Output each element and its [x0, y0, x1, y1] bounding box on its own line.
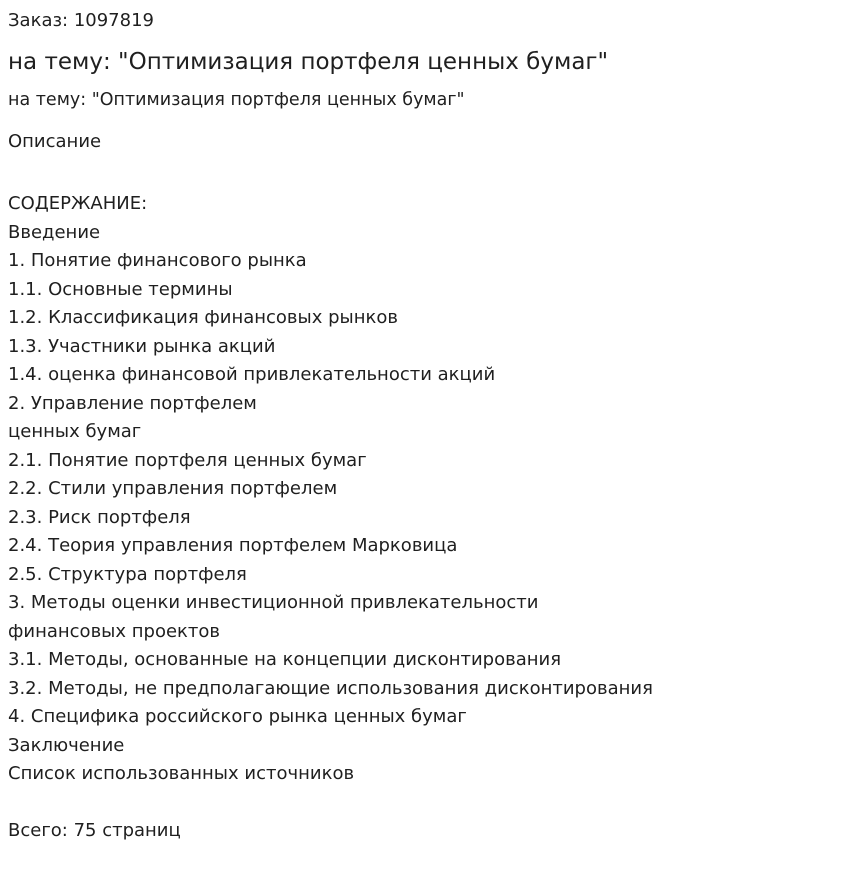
toc-item: 4. Специфика российского рынка ценных бумаг [8, 706, 467, 727]
toc-item: 1.3. Участники рынка акций [8, 335, 276, 357]
toc-item: 2.1. Понятие портфеля ценных бумаг [8, 449, 367, 471]
page-subtitle: на тему: "Оптимизация портфеля ценных бумаг" [8, 90, 465, 110]
page-count: Всего: 75 страниц [8, 820, 181, 841]
toc-item: 3.1. Методы, основанные на концепции дисконтирования [8, 649, 562, 670]
toc-item: 2.3. Риск портфеля [8, 506, 191, 528]
toc-item: 1.1. Основные термины [8, 278, 233, 300]
toc-item: 3.2. Методы, не предполагающие использования дисконтирования [8, 677, 653, 699]
toc-item: Список использованных источников [8, 763, 355, 784]
toc-item: Введение [8, 221, 101, 243]
toc-item: 1. Понятие финансового рынка [8, 250, 307, 271]
toc-item: 1.4. оценка финансовой привлекательности акций [8, 364, 496, 385]
toc-item: финансовых проектов [8, 620, 221, 642]
toc-item: 3. Методы оценки инвестиционной привлекательности [8, 592, 539, 613]
page-title: на тему: "Оптимизация портфеля ценных бумаг" [8, 49, 609, 75]
toc-item: ценных бумаг [8, 421, 142, 442]
toc-heading: СОДЕРЖАНИЕ: [8, 193, 148, 214]
toc-item: 2.2. Стили управления портфелем [8, 478, 338, 499]
toc-item: 2.5. Структура портфеля [8, 563, 247, 585]
toc-item: 2.4. Теория управления портфелем Марковица [8, 535, 458, 556]
toc-item: 2. Управление портфелем [8, 392, 257, 414]
order-number: Заказ: 1097819 [8, 10, 154, 31]
description-heading: Описание [8, 131, 102, 152]
table-of-contents [8, 190, 653, 789]
toc-item: Заключение [8, 734, 125, 756]
toc-item: 1.2. Классификация финансовых рынков [8, 307, 399, 328]
